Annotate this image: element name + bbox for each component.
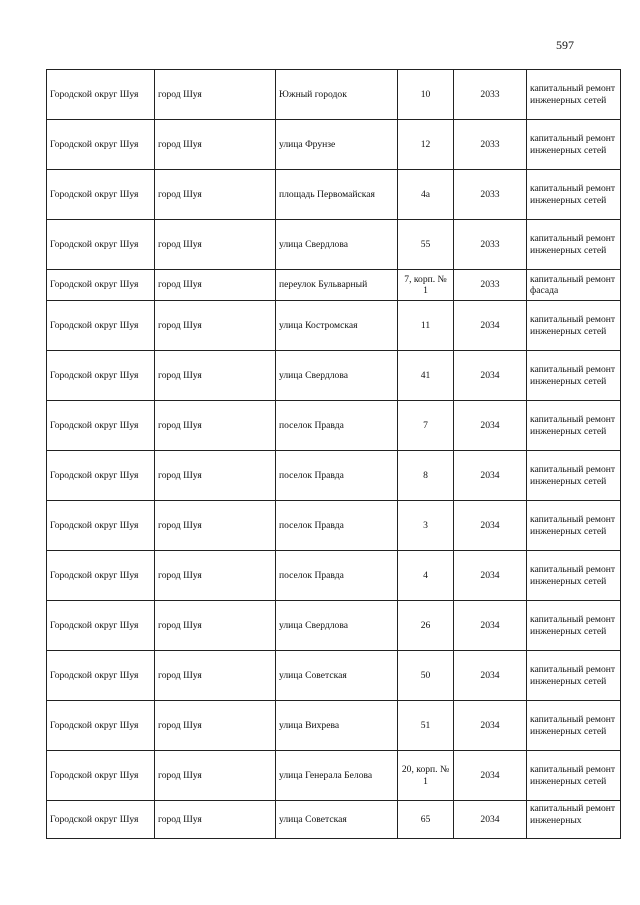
page-number: 597 [556,38,574,52]
city-cell: город Шуя [155,70,276,120]
work-type-cell: капитальный ремонт инженерных сетей [527,501,621,551]
year-cell: 2034 [454,751,527,801]
year-cell: 2034 [454,401,527,451]
house-number-cell: 10 [398,70,454,120]
district-cell: Городской округ Шуя [47,301,155,351]
city-cell: город Шуя [155,701,276,751]
year-cell: 2034 [454,501,527,551]
city-cell: город Шуя [155,170,276,220]
district-cell: Городской округ Шуя [47,651,155,701]
district-cell: Городской округ Шуя [47,70,155,120]
table-row [47,70,621,120]
year-cell: 2034 [454,451,527,501]
work-type-cell: капитальный ремонт инженерных сетей [527,701,621,751]
street-cell: улица Советская [276,651,398,701]
repair-schedule-table [46,69,621,839]
house-number-cell: 4 [398,551,454,601]
street-cell: площадь Первомайская [276,170,398,220]
city-cell: город Шуя [155,120,276,170]
district-cell: Городской округ Шуя [47,551,155,601]
work-type-cell: капитальный ремонт инженерных сетей [527,301,621,351]
house-number-cell: 3 [398,501,454,551]
year-cell: 2034 [454,651,527,701]
district-cell: Городской округ Шуя [47,170,155,220]
city-cell: город Шуя [155,451,276,501]
table-row [47,401,621,451]
work-type-cell: капитальный ремонт инженерных сетей [527,601,621,651]
year-cell: 2034 [454,551,527,601]
table-row [47,701,621,751]
district-cell: Городской округ Шуя [47,751,155,801]
work-type-cell: капитальный ремонт фасада [527,270,621,301]
year-cell: 2033 [454,170,527,220]
street-cell: улица Свердлова [276,601,398,651]
table-row [47,120,621,170]
street-cell: поселок Правда [276,551,398,601]
house-number-cell: 41 [398,351,454,401]
street-cell: поселок Правда [276,501,398,551]
table-row [47,220,621,270]
house-number-cell: 12 [398,120,454,170]
district-cell: Городской округ Шуя [47,451,155,501]
house-number-cell: 65 [398,801,454,839]
year-cell: 2034 [454,701,527,751]
city-cell: город Шуя [155,220,276,270]
house-number-cell: 11 [398,301,454,351]
year-cell: 2033 [454,120,527,170]
year-cell: 2034 [454,351,527,401]
district-cell: Городской округ Шуя [47,120,155,170]
city-cell: город Шуя [155,351,276,401]
table-row [47,651,621,701]
table-row [47,501,621,551]
district-cell: Городской округ Шуя [47,270,155,301]
street-cell: улица Фрунзе [276,120,398,170]
street-cell: Южный городок [276,70,398,120]
table-row [47,351,621,401]
table-row [47,601,621,651]
work-type-cell: капитальный ремонт инженерных сетей [527,120,621,170]
table-row [47,270,621,301]
table-row [47,301,621,351]
city-cell: город Шуя [155,301,276,351]
district-cell: Городской округ Шуя [47,351,155,401]
work-type-cell: капитальный ремонт инженерных [527,801,621,839]
city-cell: город Шуя [155,601,276,651]
street-cell: улица Свердлова [276,351,398,401]
table-row [47,751,621,801]
city-cell: город Шуя [155,401,276,451]
work-type-cell: капитальный ремонт инженерных сетей [527,751,621,801]
year-cell: 2034 [454,601,527,651]
street-cell: улица Генерала Белова [276,751,398,801]
street-cell: поселок Правда [276,451,398,501]
city-cell: город Шуя [155,651,276,701]
house-number-cell: 55 [398,220,454,270]
house-number-cell: 51 [398,701,454,751]
street-cell: улица Вихрева [276,701,398,751]
house-number-cell: 50 [398,651,454,701]
district-cell: Городской округ Шуя [47,220,155,270]
district-cell: Городской округ Шуя [47,501,155,551]
year-cell: 2033 [454,270,527,301]
street-cell: улица Советская [276,801,398,839]
table-row [47,801,621,839]
table-row [47,451,621,501]
table-row [47,551,621,601]
house-number-cell: 20, корп. № 1 [398,751,454,801]
work-type-cell: капитальный ремонт инженерных сетей [527,220,621,270]
street-cell: улица Свердлова [276,220,398,270]
work-type-cell: капитальный ремонт инженерных сетей [527,351,621,401]
year-cell: 2034 [454,801,527,839]
work-type-cell: капитальный ремонт инженерных сетей [527,551,621,601]
table-row [47,170,621,220]
house-number-cell: 26 [398,601,454,651]
street-cell: улица Костромская [276,301,398,351]
house-number-cell: 7, корп. № 1 [398,270,454,301]
year-cell: 2033 [454,70,527,120]
district-cell: Городской округ Шуя [47,701,155,751]
city-cell: город Шуя [155,801,276,839]
work-type-cell: капитальный ремонт инженерных сетей [527,451,621,501]
work-type-cell: капитальный ремонт инженерных сетей [527,401,621,451]
work-type-cell: капитальный ремонт инженерных сетей [527,70,621,120]
street-cell: поселок Правда [276,401,398,451]
city-cell: город Шуя [155,270,276,301]
district-cell: Городской округ Шуя [47,801,155,839]
house-number-cell: 7 [398,401,454,451]
street-cell: переулок Бульварный [276,270,398,301]
city-cell: город Шуя [155,751,276,801]
house-number-cell: 4а [398,170,454,220]
house-number-cell: 8 [398,451,454,501]
district-cell: Городской округ Шуя [47,601,155,651]
city-cell: город Шуя [155,551,276,601]
year-cell: 2033 [454,220,527,270]
city-cell: город Шуя [155,501,276,551]
district-cell: Городской округ Шуя [47,401,155,451]
work-type-cell: капитальный ремонт инженерных сетей [527,651,621,701]
year-cell: 2034 [454,301,527,351]
work-type-cell: капитальный ремонт инженерных сетей [527,170,621,220]
